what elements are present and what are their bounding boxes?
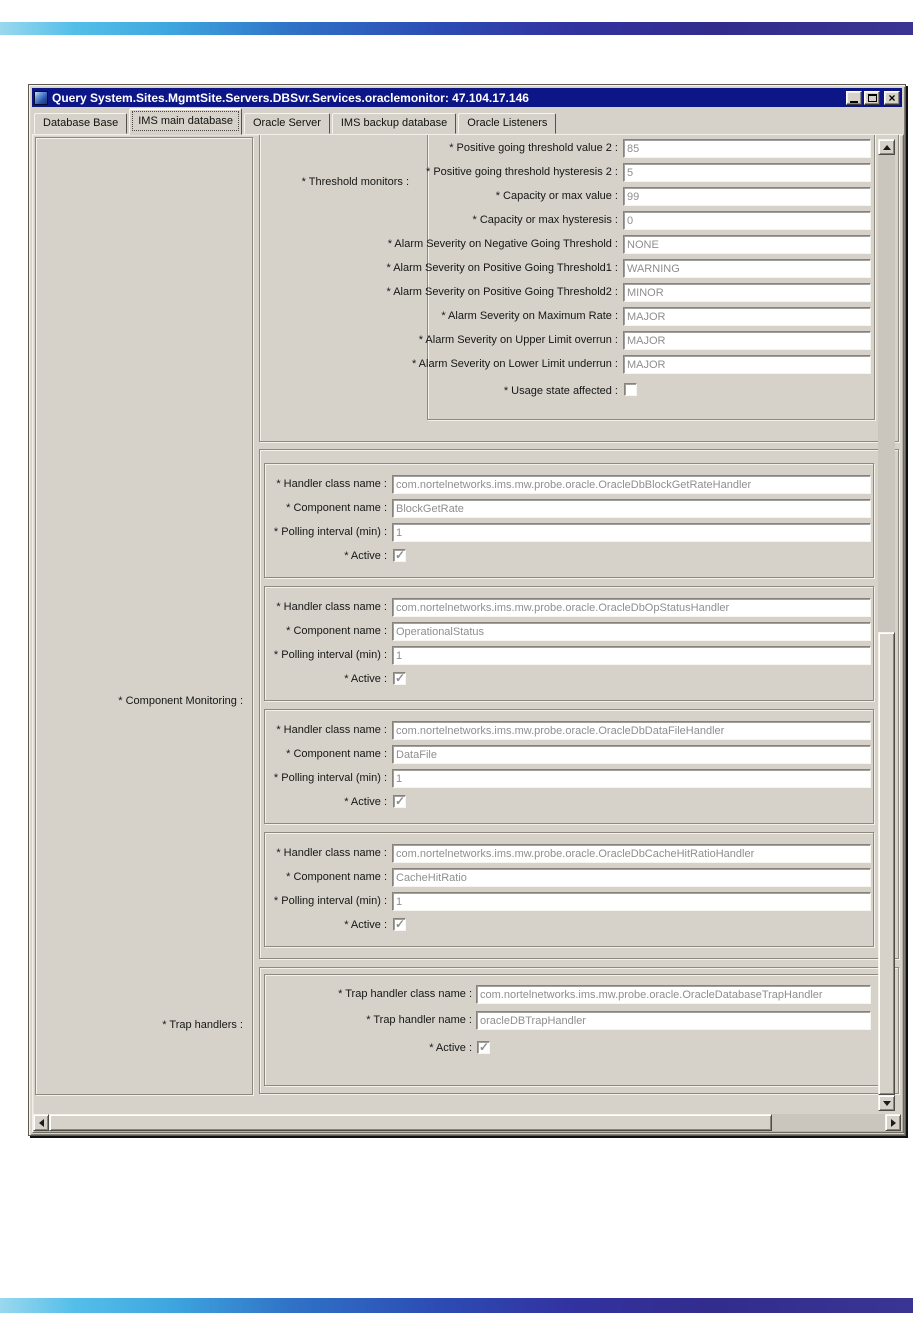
handler-class-input[interactable]	[392, 475, 871, 494]
component-name-input[interactable]	[392, 745, 871, 764]
polling-interval-input[interactable]	[392, 769, 871, 788]
scroll-down-icon	[883, 1101, 891, 1106]
trap-handler-name-input[interactable]	[476, 1011, 871, 1030]
minimize-button[interactable]	[846, 91, 862, 105]
field-label: * Alarm Severity on Negative Going Threshold :	[387, 238, 618, 250]
field-label: * Polling interval (min) :	[273, 895, 387, 907]
field-label: * Usage state affected :	[503, 385, 618, 397]
scroll-left-icon	[39, 1119, 44, 1127]
maximize-button[interactable]	[864, 91, 880, 105]
field-label: * Positive going threshold value 2 :	[449, 142, 618, 154]
alarm-lower-limit-input[interactable]	[623, 355, 871, 374]
field-label: * Alarm Severity on Positive Going Threshold2 :	[386, 286, 618, 298]
tab-ims-backup-database[interactable]: IMS backup database	[332, 113, 456, 134]
component-name-input[interactable]	[392, 499, 871, 518]
field-label: * Polling interval (min) :	[273, 526, 387, 538]
usage-state-checkbox[interactable]	[624, 383, 637, 396]
scroll-up-icon	[883, 145, 891, 150]
close-button[interactable]	[884, 91, 900, 105]
field-label: * Trap handler class name :	[338, 988, 472, 1000]
handler-class-input[interactable]	[392, 598, 871, 617]
capacity-max-hysteresis-input[interactable]	[623, 211, 871, 230]
tab-ims-main-database[interactable]: IMS main database	[129, 108, 242, 135]
capacity-max-value-input[interactable]	[623, 187, 871, 206]
minimize-icon	[850, 101, 858, 103]
scroll-down-button[interactable]	[878, 1095, 895, 1111]
scroll-right-icon	[891, 1119, 896, 1127]
field-label: * Handler class name :	[276, 478, 387, 490]
field-label: * Handler class name :	[276, 601, 387, 613]
polling-interval-input[interactable]	[392, 892, 871, 911]
active-checkbox[interactable]	[393, 918, 406, 931]
field-label: * Active :	[429, 1042, 472, 1054]
tab-bar	[34, 107, 902, 134]
component-name-input[interactable]	[392, 622, 871, 641]
tab-oracle-listeners[interactable]: Oracle Listeners	[458, 113, 556, 134]
field-label: * Component name :	[286, 871, 387, 883]
window-title: Query System.Sites.MgmtSite.Servers.DBSvr.Services.oraclemonitor: 47.104.17.146	[52, 90, 529, 105]
bottom-gradient-bar	[0, 1298, 913, 1313]
component-name-input[interactable]	[392, 868, 871, 887]
titlebar[interactable]	[32, 88, 902, 107]
threshold-hysteresis2-input[interactable]	[623, 163, 871, 182]
maximize-icon	[868, 94, 877, 102]
field-label: * Polling interval (min) :	[273, 649, 387, 661]
window-controls	[844, 91, 900, 105]
field-label: * Active :	[344, 550, 387, 562]
tab-oracle-server[interactable]: Oracle Server	[244, 113, 330, 134]
field-label: * Alarm Severity on Upper Limit overrun :	[418, 334, 618, 346]
field-label: * Active :	[344, 919, 387, 931]
handler-class-input[interactable]	[392, 844, 871, 863]
alarm-maximum-rate-input[interactable]	[623, 307, 871, 326]
scroll-left-button[interactable]	[33, 1114, 49, 1131]
alarm-upper-limit-input[interactable]	[623, 331, 871, 350]
vertical-scrollbar-thumb[interactable]	[878, 632, 895, 1095]
polling-interval-input[interactable]	[392, 523, 871, 542]
field-label: * Capacity or max hysteresis :	[472, 214, 618, 226]
tab-content-panel	[32, 134, 904, 1133]
active-checkbox[interactable]	[393, 549, 406, 562]
app-icon	[34, 91, 48, 105]
field-label: * Alarm Severity on Positive Going Threshold1 :	[386, 262, 618, 274]
field-label: * Handler class name :	[276, 724, 387, 736]
field-label: * Polling interval (min) :	[273, 772, 387, 784]
field-label: * Capacity or max value :	[495, 190, 618, 202]
horizontal-scrollbar-thumb[interactable]	[49, 1114, 772, 1131]
threshold-monitors-label: * Threshold monitors :	[301, 176, 409, 188]
field-label: * Trap handler name :	[366, 1014, 472, 1026]
tab-database-base[interactable]: Database Base	[34, 113, 127, 134]
handler-class-input[interactable]	[392, 721, 871, 740]
trap-handlers-label: * Trap handlers :	[162, 1019, 243, 1031]
close-icon: ×	[888, 90, 896, 105]
alarm-positive-threshold2-input[interactable]	[623, 283, 871, 302]
field-label: * Active :	[344, 796, 387, 808]
query-window	[28, 84, 906, 1136]
scroll-right-button[interactable]	[885, 1114, 901, 1131]
field-label: * Positive going threshold hysteresis 2 :	[426, 166, 618, 178]
field-label: * Alarm Severity on Lower Limit underrun :	[411, 358, 618, 370]
component-monitoring-label: * Component Monitoring :	[118, 695, 243, 707]
section-label-panel	[35, 137, 253, 1095]
active-checkbox[interactable]	[393, 795, 406, 808]
active-checkbox[interactable]	[393, 672, 406, 685]
polling-interval-input[interactable]	[392, 646, 871, 665]
field-label: * Component name :	[286, 748, 387, 760]
field-label: * Component name :	[286, 502, 387, 514]
trap-active-checkbox[interactable]	[477, 1041, 490, 1054]
field-label: * Active :	[344, 673, 387, 685]
scroll-up-button[interactable]	[878, 139, 895, 155]
field-label: * Alarm Severity on Maximum Rate :	[441, 310, 618, 322]
field-label: * Component name :	[286, 625, 387, 637]
trap-handler-class-input[interactable]	[476, 985, 871, 1004]
top-gradient-bar	[0, 22, 913, 35]
alarm-negative-threshold-input[interactable]	[623, 235, 871, 254]
threshold-value2-input[interactable]	[623, 139, 871, 158]
alarm-positive-threshold1-input[interactable]	[623, 259, 871, 278]
field-label: * Handler class name :	[276, 847, 387, 859]
